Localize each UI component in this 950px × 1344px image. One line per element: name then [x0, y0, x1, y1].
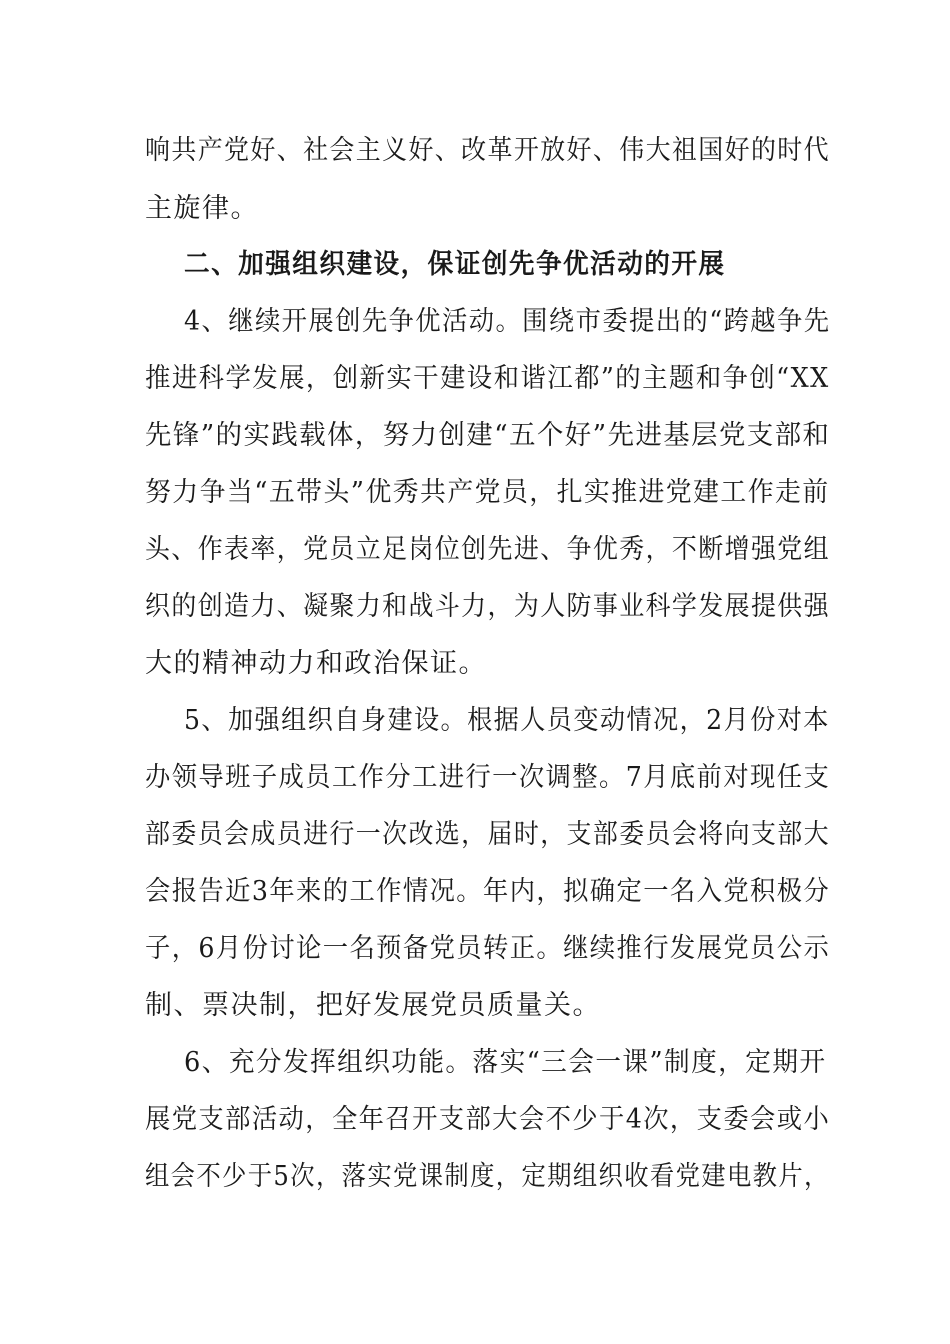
paragraph-line: 子，6月份讨论一名预备党员转正。继续推行发展党员公示 [145, 933, 831, 964]
paragraph-line: 大的精神动力和政治保证。 [145, 648, 487, 679]
paragraph-line: 展党支部活动，全年召开支部大会不少于4次，支委会或小 [145, 1104, 831, 1135]
section-heading: 二、加强组织建设，保证创先争优活动的开展 [184, 249, 726, 280]
paragraph-line: 先锋”的实践载体，努力创建“五个好”先进基层党支部和 [145, 420, 831, 451]
paragraph-line: 制、票决制，把好发展党员质量关。 [145, 990, 601, 1021]
paragraph-line: 织的创造力、凝聚力和战斗力，为人防事业科学发展提供强 [145, 591, 830, 622]
text-line: 响共产党好、社会主义好、改革开放好、伟大祖国好的时代 [145, 135, 830, 166]
text-line: 主旋律。 [145, 193, 259, 224]
paragraph-line: 头、作表率，党员立足岗位创先进、争优秀，不断增强党组 [145, 534, 830, 565]
paragraph-line: 6、充分发挥组织功能。落实“三会一课”制度，定期开 [184, 1047, 827, 1078]
paragraph-line: 会报告近3年来的工作情况。年内，拟确定一名入党积极分 [145, 876, 831, 907]
paragraph-line: 办领导班子成员工作分工进行一次调整。7月底前对现任支 [145, 762, 831, 793]
paragraph-line: 努力争当“五带头”优秀共产党员，扎实推进党建工作走前 [145, 477, 830, 508]
paragraph-line: 5、加强组织自身建设。根据人员变动情况，2月份对本 [184, 705, 830, 736]
paragraph-line: 4、继续开展创先争优活动。围绕市委提出的“跨越争先 [184, 306, 831, 337]
paragraph-line: 部委员会成员进行一次改选，届时，支部委员会将向支部大 [145, 819, 830, 850]
paragraph-line: 推进科学发展，创新实干建设和谐江都”的主题和争创“XX [145, 363, 830, 394]
paragraph-line: 组会不少于5次，落实党课制度，定期组织收看党建电教片， [145, 1161, 830, 1192]
